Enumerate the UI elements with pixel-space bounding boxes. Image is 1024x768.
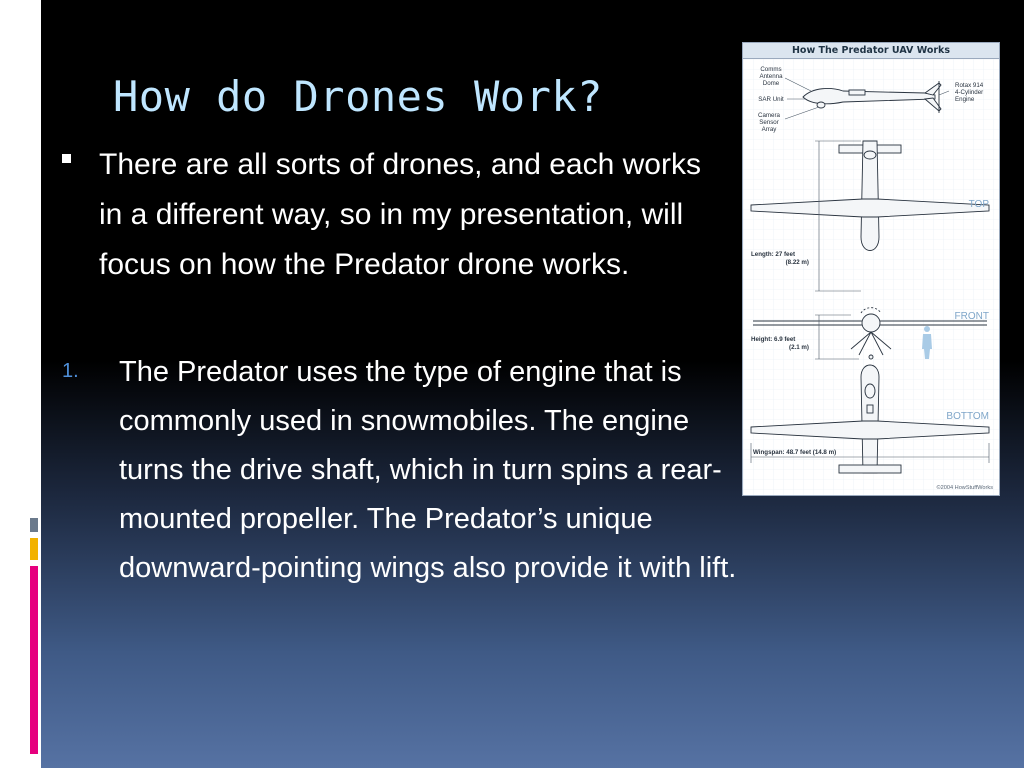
label-dome: Dome bbox=[762, 80, 780, 87]
label-height-metric: (2.1 m) bbox=[789, 344, 809, 351]
diagram-title: How The Predator UAV Works bbox=[743, 43, 999, 59]
accent-bar-pink bbox=[30, 566, 38, 754]
label-camera: Camera bbox=[757, 112, 781, 119]
predator-uav-diagram bbox=[742, 42, 1000, 496]
label-length-metric: (8.22 m) bbox=[785, 259, 809, 266]
bullet-text: There are all sorts of drones, and each works in a different way, so in my presentation, will focus on how the Predator drone works. bbox=[99, 148, 701, 281]
label-height: Height: 6.9 feet bbox=[751, 336, 796, 343]
label-rotax: Rotax 914 bbox=[955, 82, 984, 89]
accent-bar-gray bbox=[30, 518, 38, 532]
label-front-view: FRONT bbox=[954, 311, 989, 322]
numbered-item-text: The Predator uses the type of engine that is commonly used in snowmobiles. The engine turns the drive shaft, which in turn spins a rear-mounted propeller. The Predator’s unique downward-pointing wings also provide it with lift. bbox=[119, 356, 737, 584]
label-antenna: Antenna bbox=[759, 73, 783, 80]
bullet-item bbox=[62, 140, 722, 290]
slide-title: How do Drones Work? bbox=[113, 72, 603, 121]
label-sar-unit: SAR Unit bbox=[758, 96, 784, 103]
label-length: Length: 27 feet bbox=[751, 251, 796, 258]
label-sensor: Sensor bbox=[759, 119, 779, 126]
numbered-item bbox=[62, 348, 742, 593]
label-bottom-view: BOTTOM bbox=[946, 411, 989, 422]
label-top-view: TOP bbox=[968, 199, 989, 210]
label-engine: Engine bbox=[955, 96, 975, 103]
label-wingspan: Wingspan: 48.7 feet (14.8 m) bbox=[753, 449, 837, 456]
list-number: 1. bbox=[62, 360, 79, 382]
side-accent-bars bbox=[28, 0, 41, 768]
accent-bar-orange bbox=[30, 538, 38, 560]
label-comms: Comms bbox=[760, 66, 782, 73]
diagram-credit: ©2004 HowStuffWorks bbox=[936, 485, 993, 491]
label-4-cylinder: 4-Cylinder bbox=[955, 89, 984, 96]
diagram-drawing bbox=[743, 59, 999, 495]
label-array: Array bbox=[761, 126, 777, 133]
bullet-square-icon bbox=[62, 154, 71, 163]
